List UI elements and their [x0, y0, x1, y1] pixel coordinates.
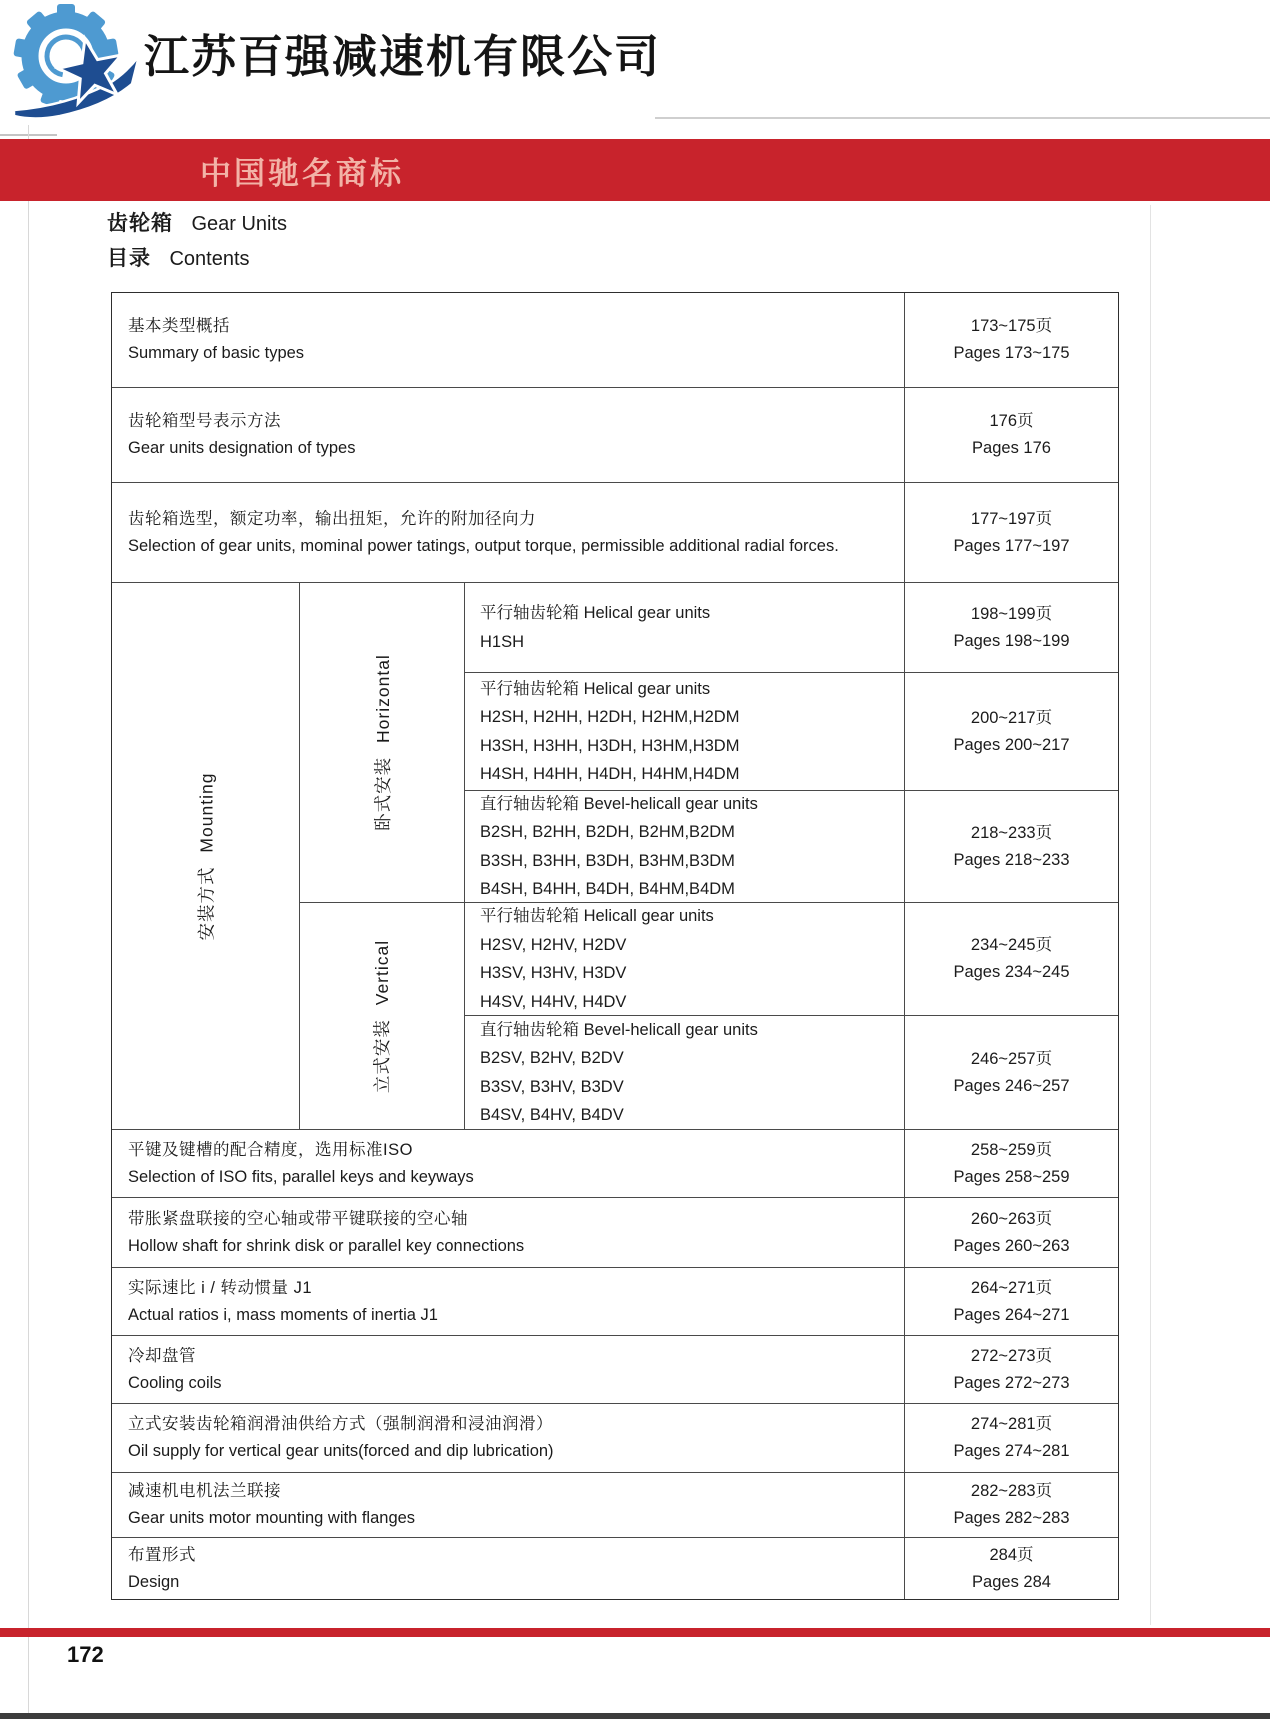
row-title-en: Hollow shaft for shrink disk or parallel key connections — [128, 1236, 525, 1255]
page-title-en: Gear Units — [191, 213, 288, 235]
pages-en: Pages 234~245 — [953, 963, 1070, 981]
pages-zh: 260~263页 — [970, 1209, 1053, 1228]
toc-row-oil-supply — [112, 1404, 905, 1473]
mounting-label-zh: 安装方式 — [196, 865, 216, 940]
row-title-zh: 实际速比 i / 转动惯量 J1 — [128, 1278, 313, 1297]
toc-pages-bevel-vertical — [905, 1016, 1118, 1130]
pages-zh: 246~257页 — [970, 1049, 1053, 1068]
trademark-banner — [0, 139, 1270, 201]
mounting-label-en: Mounting — [196, 772, 216, 853]
horizontal-label-en: Horizontal — [372, 654, 393, 743]
row-line: H3SV, H3HV, H3DV — [480, 964, 627, 982]
toc-row-cooling-coils — [112, 1336, 905, 1404]
pages-en: Pages 258~259 — [953, 1167, 1070, 1186]
row-line: B2SH, B2HH, B2DH, B2HM,B2DM — [480, 823, 735, 841]
pages-zh: 218~233页 — [970, 823, 1053, 842]
toc-pages-design — [905, 1538, 1118, 1599]
mounting-vertical-text — [193, 772, 218, 940]
toc-pages-helical-vertical — [905, 903, 1118, 1016]
toc-row-actual-ratios — [112, 1268, 905, 1336]
toc-pages-cooling-coils — [905, 1336, 1118, 1404]
pages-en: Pages 177~197 — [953, 536, 1070, 555]
toc-pages-iso-fits — [905, 1130, 1118, 1198]
pages-en: Pages 198~199 — [953, 631, 1070, 650]
pages-en: Pages 176 — [972, 439, 1051, 457]
toc-pages-selection — [905, 483, 1118, 583]
row-line: B4SH, B4HH, B4DH, B4HM,B4DM — [480, 880, 735, 898]
scan-bottom-edge — [0, 1713, 1270, 1719]
mounting-column-label — [112, 583, 300, 1130]
toc-pages-actual-ratios — [905, 1268, 1118, 1336]
toc-row-bevel-vertical — [465, 1016, 905, 1130]
pages-en: Pages 282~283 — [953, 1509, 1070, 1527]
row-line: 平行轴齿轮箱 Helicall gear units — [480, 907, 714, 925]
row-title-en: Gear units designation of types — [128, 439, 356, 457]
contents-table — [111, 292, 1119, 1600]
pages-en: Pages 260~263 — [953, 1236, 1070, 1255]
trademark-banner-text: 中国驰名商标 — [200, 155, 404, 191]
horizontal-label-zh: 卧式安装 — [372, 756, 393, 831]
company-name: 江苏百强减速机有限公司 — [144, 31, 662, 82]
row-title-en: Actual ratios i, mass moments of inertia J1 — [128, 1305, 438, 1324]
vertical-vertical-text — [369, 939, 394, 1092]
row-line: H3SH, H3HH, H3DH, H3HM,H3DM — [480, 736, 740, 755]
vertical-label-en: Vertical — [372, 939, 393, 1005]
row-line: 平行轴齿轮箱 Helical gear units — [480, 679, 711, 698]
scan-artifact-line-top-right — [655, 117, 1270, 119]
row-title-en: Oil supply for vertical gear units(forced and dip lubrication) — [128, 1442, 554, 1460]
toc-pages-hollow-shaft — [905, 1198, 1118, 1268]
toc-pages-helical-horizontal — [905, 673, 1118, 791]
row-title-zh: 平键及键槽的配合精度，选用标准ISO — [128, 1140, 413, 1159]
toc-row-designation — [112, 388, 905, 483]
pages-zh: 284页 — [989, 1545, 1034, 1564]
pages-zh: 282~283页 — [970, 1482, 1053, 1500]
row-title-en: Design — [128, 1572, 180, 1591]
row-line: B3SH, B3HH, B3DH, B3HM,B3DM — [480, 851, 735, 870]
horizontal-column-label — [300, 583, 465, 903]
pages-en: Pages 264~271 — [953, 1305, 1070, 1324]
pages-zh: 198~199页 — [970, 604, 1053, 623]
row-line: H4SH, H4HH, H4DH, H4HM,H4DM — [480, 765, 740, 783]
row-title-zh: 齿轮箱型号表示方法 — [128, 412, 281, 430]
pages-en: Pages 284 — [972, 1572, 1051, 1591]
pages-zh: 264~271页 — [970, 1278, 1053, 1297]
pages-zh: 200~217页 — [970, 708, 1053, 727]
pages-zh: 173~175页 — [970, 317, 1053, 335]
page-title-zh: 齿轮箱 — [107, 212, 173, 235]
row-title-zh: 基本类型概括 — [128, 317, 230, 335]
horizontal-vertical-text — [370, 654, 395, 831]
row-title-en: Summary of basic types — [128, 344, 305, 362]
row-line: H4SV, H4HV, H4DV — [480, 992, 627, 1011]
row-line: 直行轴齿轮箱 Bevel-helicall gear units — [480, 794, 758, 813]
pages-en: Pages 200~217 — [953, 735, 1070, 754]
toc-pages-designation — [905, 388, 1118, 483]
pages-en: Pages 173~175 — [953, 344, 1070, 362]
row-line: B3SV, B3HV, B3DV — [480, 1077, 624, 1096]
row-title-zh: 立式安装齿轮箱润滑油供给方式（强制润滑和浸油润滑） — [128, 1415, 553, 1433]
pages-en: Pages 246~257 — [953, 1076, 1070, 1095]
toc-pages-h1sh — [905, 583, 1118, 673]
row-line: 平行轴齿轮箱 Helical gear units — [480, 604, 711, 622]
page-title-contents — [107, 242, 250, 272]
row-title-zh: 布置形式 — [128, 1545, 196, 1564]
row-line: H1SH — [480, 632, 525, 651]
scan-artifact-line-right-margin — [1150, 205, 1151, 1625]
vertical-column-label — [300, 903, 465, 1130]
row-title-zh: 带胀紧盘联接的空心轴或带平键联接的空心轴 — [128, 1209, 468, 1228]
pages-zh: 234~245页 — [970, 936, 1053, 954]
row-title-en: Selection of ISO fits, parallel keys and keyways — [128, 1167, 474, 1186]
toc-row-bevel-horizontal — [465, 791, 905, 903]
toc-row-basic-types — [112, 293, 905, 388]
row-line: H2SV, H2HV, H2DV — [480, 935, 627, 954]
toc-pages-basic-types — [905, 293, 1118, 388]
row-title-zh: 冷却盘管 — [128, 1346, 196, 1365]
toc-row-helical-horizontal — [465, 673, 905, 791]
row-line: B2SV, B2HV, B2DV — [480, 1049, 624, 1067]
toc-row-selection — [112, 483, 905, 583]
pages-zh: 274~281页 — [970, 1415, 1053, 1433]
contents-title-en: Contents — [169, 248, 250, 270]
row-title-zh: 齿轮箱选型，额定功率，输出扭矩，允许的附加径向力 — [128, 509, 536, 528]
toc-row-helical-vertical — [465, 903, 905, 1016]
row-title-zh: 减速机电机法兰联接 — [128, 1482, 281, 1500]
toc-pages-bevel-horizontal — [905, 791, 1118, 903]
row-title-en: Selection of gear units, mominal power tatings, output torque, permissible additional radial forces. — [128, 536, 839, 555]
pages-zh: 176页 — [989, 412, 1034, 430]
toc-row-iso-fits — [112, 1130, 905, 1198]
pages-zh: 272~273页 — [970, 1346, 1053, 1365]
toc-pages-motor-flanges — [905, 1473, 1118, 1538]
page-number: 172 — [67, 1642, 104, 1667]
row-title-en: Cooling coils — [128, 1373, 222, 1392]
row-line: H2SH, H2HH, H2DH, H2HM,H2DM — [480, 708, 740, 726]
toc-row-h1sh — [465, 583, 905, 673]
contents-title-zh: 目录 — [107, 247, 151, 270]
toc-pages-oil-supply — [905, 1404, 1118, 1473]
pages-zh: 177~197页 — [970, 509, 1053, 528]
row-line: B4SV, B4HV, B4DV — [480, 1106, 624, 1124]
pages-en: Pages 218~233 — [953, 850, 1070, 869]
vertical-label-zh: 立式安装 — [372, 1018, 393, 1093]
pages-en: Pages 272~273 — [953, 1373, 1070, 1392]
company-logo-gear-star-icon — [8, 4, 142, 120]
toc-row-hollow-shaft — [112, 1198, 905, 1268]
pages-en: Pages 274~281 — [953, 1442, 1070, 1460]
toc-row-design — [112, 1538, 905, 1599]
footer-red-bar — [0, 1628, 1270, 1637]
page-title-gear-units — [107, 207, 287, 237]
row-title-en: Gear units motor mounting with flanges — [128, 1509, 416, 1527]
row-line: 直行轴齿轮箱 Bevel-helicall gear units — [480, 1020, 758, 1039]
pages-zh: 258~259页 — [970, 1140, 1053, 1159]
scan-artifact-line-left-margin — [28, 125, 29, 1715]
toc-row-motor-flanges — [112, 1473, 905, 1538]
